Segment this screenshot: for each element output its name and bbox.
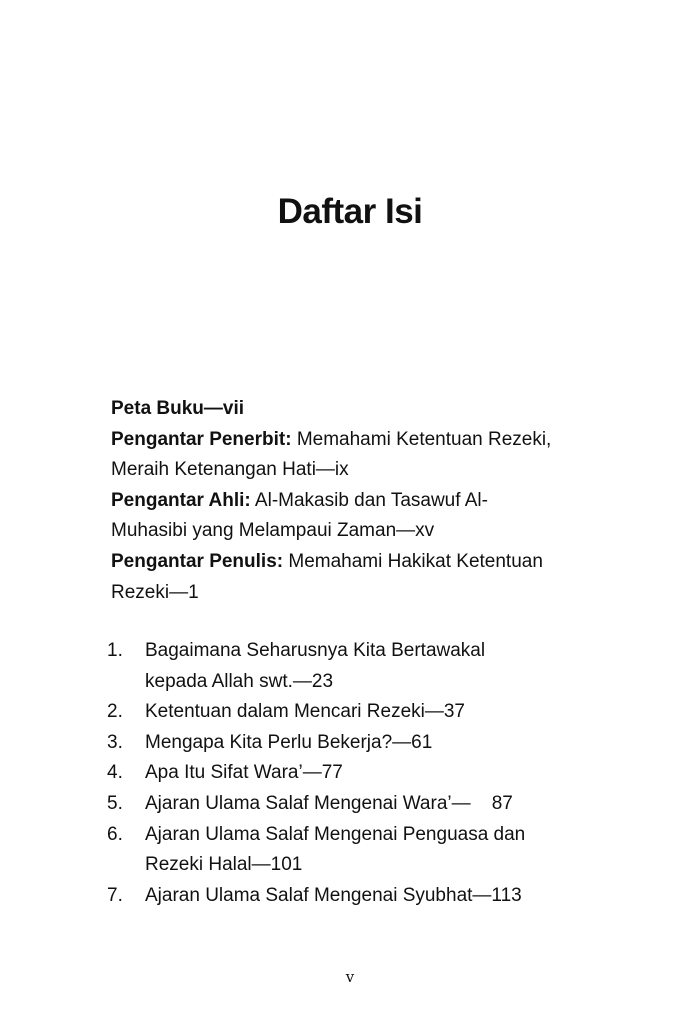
toc-entry-pengantar-penerbit (111, 425, 551, 486)
entry-text: Memahami Ketentuan Rezeki, (291, 428, 552, 450)
chapter-entry (107, 758, 525, 789)
chapter-number: 1. (107, 640, 123, 661)
chapter-entry (107, 789, 525, 820)
entry-label: Pengantar Penulis: (111, 550, 284, 572)
toc-entry-pengantar-penulis (111, 547, 551, 608)
chapter-title: Ketentuan dalam Mencari Rezeki—37 (145, 701, 466, 723)
toc-entry-peta-buku (111, 394, 551, 425)
chapter-entry (107, 697, 525, 728)
entry-label: Pengantar Ahli: (111, 489, 251, 511)
chapter-entry (107, 636, 525, 697)
entry-text: Meraih Ketenangan Hati—ix (111, 459, 349, 481)
chapter-title: Ajaran Ulama Salaf Mengenai Wara’— 87 (145, 792, 513, 814)
chapter-entry (107, 820, 525, 881)
chapter-list (107, 636, 525, 911)
chapter-number: 5. (107, 792, 123, 814)
entry-text: Peta Buku—vii (111, 398, 245, 419)
chapter-title: kepada Allah swt.—23 (145, 670, 334, 692)
toc-entry-pengantar-ahli (111, 486, 551, 547)
entry-text: Muhasibi yang Melampaui Zaman—xv (111, 520, 435, 542)
page-title: Daftar Isi (277, 192, 423, 231)
chapter-number: 2. (107, 701, 123, 723)
chapter-title: Rezeki Halal—101 (145, 854, 303, 876)
chapter-title: Mengapa Kita Perlu Bekerja?—61 (145, 731, 433, 753)
entry-text: Memahami Hakikat Ketentuan (283, 550, 543, 572)
chapter-entry (107, 728, 525, 759)
entry-text: Al-Makasib dan Tasawuf Al- (250, 489, 488, 511)
entry-label: Pengantar Penerbit: (111, 428, 292, 450)
entry-text: Rezeki—1 (111, 581, 199, 603)
chapter-number: 6. (107, 823, 123, 845)
chapter-number: 7. (107, 884, 123, 906)
chapter-title: Apa Itu Sifat Wara’—77 (145, 762, 343, 784)
chapter-number: 4. (107, 762, 123, 784)
chapter-title: Ajaran Ulama Salaf Mengenai Penguasa dan (145, 823, 526, 845)
chapter-number: 3. (107, 731, 123, 753)
page-number: v (345, 968, 355, 986)
chapter-title: Bagaimana Seharusnya Kita Bertawakal (145, 640, 486, 661)
chapter-title: Ajaran Ulama Salaf Mengenai Syubhat—113 (145, 884, 522, 906)
chapter-entry (107, 881, 525, 912)
front-matter-list (111, 394, 551, 608)
